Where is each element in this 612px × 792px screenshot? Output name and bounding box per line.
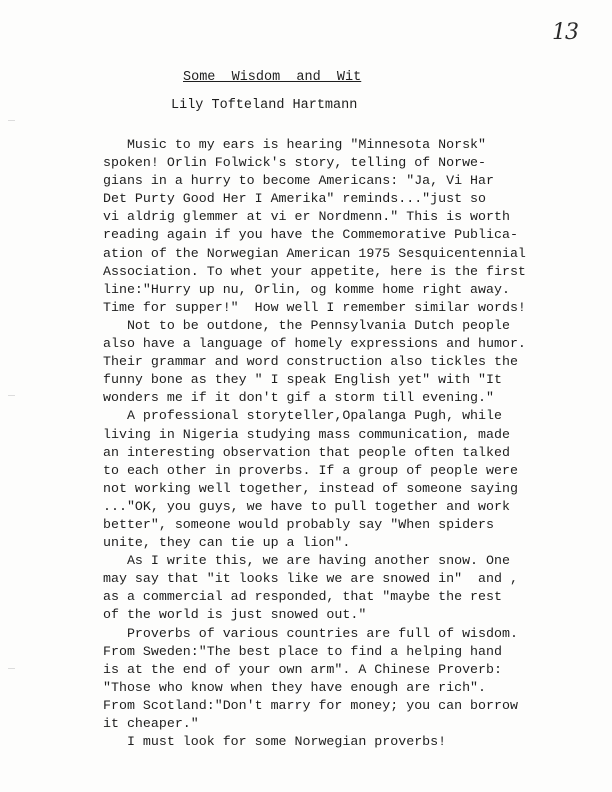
text-line: not working well together, instead of someone saying (103, 480, 518, 496)
text-line: Their grammar and word construction also tickles the (103, 354, 518, 370)
body-text (103, 136, 603, 751)
text-line: it cheaper." (103, 716, 199, 731)
text-line: to each other in proverbs. If a group of people were (103, 462, 518, 478)
text-line: may say that "it looks like we are snowed in" and , (103, 571, 518, 587)
text-line: Music to my ears is hearing "Minnesota Norsk" (103, 137, 487, 152)
document-title: Some Wisdom and Wit (183, 70, 362, 85)
text-line: gians in a hurry to become Americans: "Ja, Vi Har (103, 173, 494, 189)
text-line: an interesting observation that people often talked (103, 444, 510, 460)
text-line: of the world is just snowed out." (103, 607, 367, 623)
text-line: Proverbs of various countries are full of wisdom. (103, 625, 518, 641)
text-line: As I write this, we are having another snow. One (103, 553, 510, 569)
text-line: wonders me if it don't gif a storm till evening." (103, 390, 494, 406)
text-line: line:"Hurry up nu, Orlin, og komme home right away. (103, 281, 510, 297)
text-line: "Those who know when they have enough are rich". (103, 679, 487, 695)
text-line: Time for supper!" How well I remember similar words! (103, 299, 526, 315)
text-line: ..."OK, you guys, we have to pull together and work (103, 498, 510, 514)
text-line: also have a language of homely expressions and humor. (103, 336, 526, 352)
binder-hole-mark (8, 120, 15, 121)
page-number: 13 (552, 20, 578, 45)
text-line: unite, they can tie up a lion". (103, 535, 351, 551)
text-line: reading again if you have the Commemorative Publica- (103, 227, 518, 243)
text-line: Not to be outdone, the Pennsylvania Dutch people (103, 317, 510, 333)
text-line: I must look for some Norwegian proverbs! (103, 734, 447, 750)
text-line: ation of the Norwegian American 1975 Sesquicentennial (103, 245, 526, 261)
binder-hole-mark (8, 668, 15, 669)
text-line: vi aldrig glemmer at vi er Nordmenn." This is worth (103, 209, 510, 225)
text-line: spoken! Orlin Folwick's story, telling of Norwe- (103, 155, 487, 171)
author-byline: Lily Tofteland Hartmann (171, 98, 358, 113)
text-line: Det Purty Good Her I Amerika" reminds..."just so (103, 191, 487, 207)
text-line: better", someone would probably say "When spiders (103, 516, 494, 532)
text-line: Association. To whet your appetite, here is the first (103, 263, 526, 279)
text-line: is at the end of your own arm". A Chinese Proverb: (103, 661, 502, 677)
text-line: From Scotland:"Don't marry for money; you can borrow (103, 697, 518, 713)
text-line: A professional storyteller,Opalanga Pugh, while (103, 408, 502, 424)
text-line: From Sweden:"The best place to find a helping hand (103, 643, 502, 659)
text-line: funny bone as they " I speak English yet" with "It (103, 372, 502, 388)
text-line: living in Nigeria studying mass communication, made (103, 426, 510, 442)
text-line: as a commercial ad responded, that "maybe the rest (103, 589, 502, 605)
binder-hole-mark (8, 395, 15, 396)
